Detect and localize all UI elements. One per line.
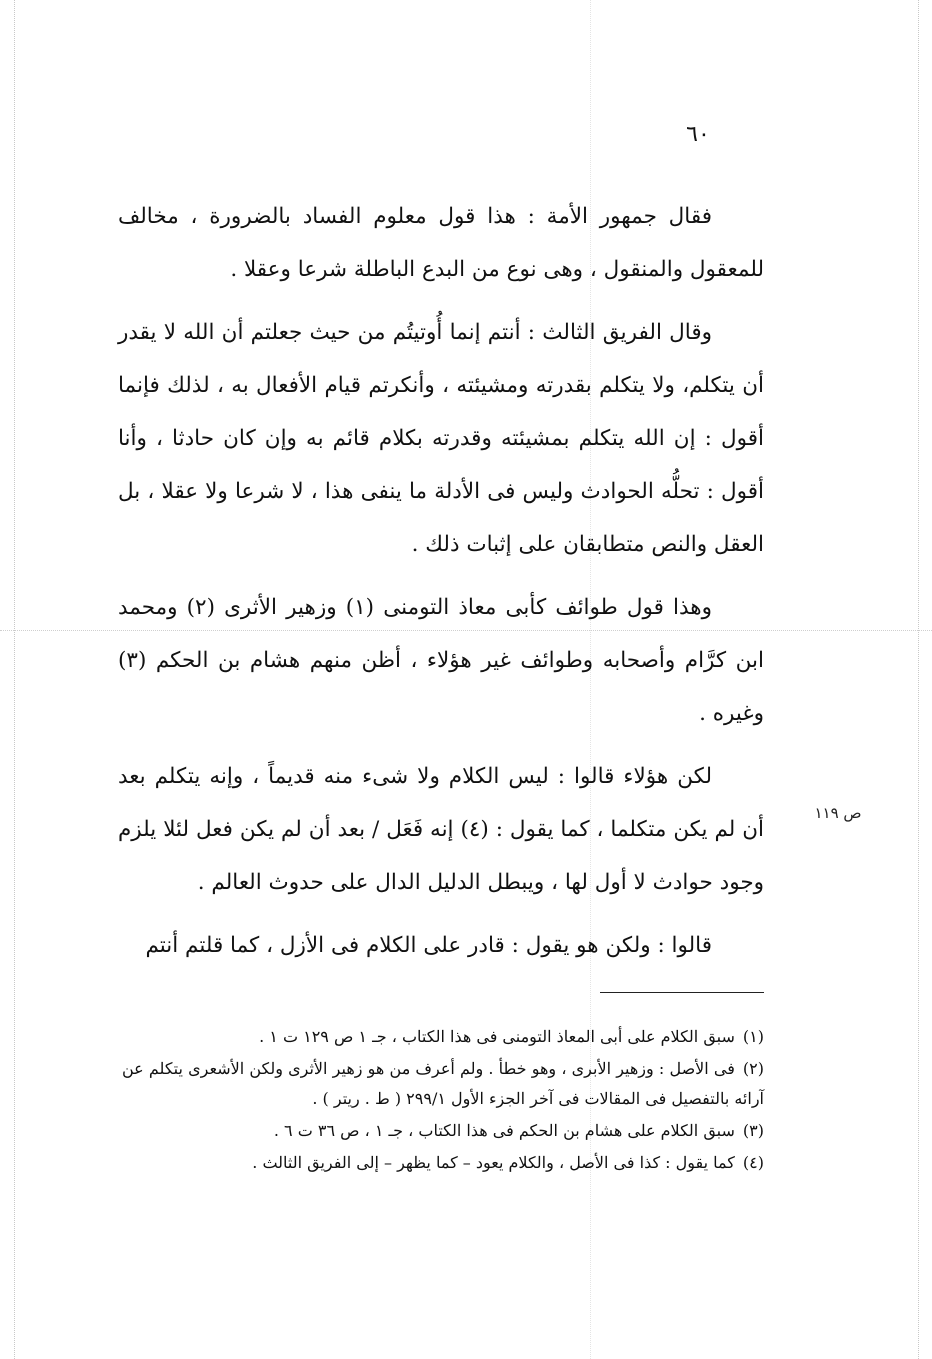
paragraph-4: لكن هؤلاء قالوا : ليس الكلام ولا شىء منه قديماً ، وإنه يتكلم بعد أن لم يكن متكلما ، كما يقول : (٤) إنه فَعَل / بعد أن لم يكن فعل لئلا يلزم وجود حوادث لا أول لها ، ويبطل الدليل الدال على حدوث العالم . bbox=[118, 764, 765, 895]
footnote-text: سبق الكلام على أبى المعاذ التومنى فى هذا الكتاب ، جـ ١ ص ١٢٩ ت ١ . bbox=[259, 1027, 735, 1046]
footnote-3 bbox=[122, 1116, 764, 1146]
footnote-1 bbox=[122, 1022, 764, 1052]
paragraph-1: فقال جمهور الأمة : هذا قول معلوم الفساد بالضرورة ، مخالف للمعقول والمنقول ، وهى نوع من البدع الباطلة شرعا وعقلا . bbox=[118, 204, 764, 282]
footnote-2 bbox=[122, 1054, 764, 1114]
footnote-text: كما يقول : كذا فى الأصل ، والكلام يعود – كما يظهر – إلى الفريق الثالث . bbox=[252, 1153, 735, 1172]
scan-guide-left bbox=[14, 0, 15, 1359]
margin-page-reference: ص ١١٩ bbox=[814, 804, 862, 822]
footnote-number: (١) bbox=[742, 1027, 764, 1046]
scan-guide-right bbox=[918, 0, 919, 1359]
page-number: ٦٠ bbox=[686, 122, 710, 147]
footnotes bbox=[122, 1022, 764, 1180]
footnote-text: فى الأصل : وزهير الأبرى ، وهو خطأ . ولم أعرف من هو زهير الأثرى ولكن الأشعرى يتكلم عن آرائه بالتفصيل فى المقالات فى آخر الجزء الأول ٢٩٩/١ ( ط . ريتر ) . bbox=[122, 1059, 764, 1108]
footnote-number: (٢) bbox=[742, 1059, 764, 1078]
footnote-number: (٤) bbox=[742, 1153, 764, 1172]
footnote-separator bbox=[600, 992, 764, 993]
footnote-number: (٣) bbox=[742, 1121, 764, 1140]
footnote-text: سبق الكلام على هشام بن الحكم فى هذا الكتاب ، جـ ١ ، ص ٣٦ ت ٦ . bbox=[273, 1121, 735, 1140]
footnote-4 bbox=[122, 1148, 764, 1178]
paragraph-5: قالوا : ولكن هو يقول : قادر على الكلام فى الأزل ، كما قلتم أنتم bbox=[145, 933, 712, 958]
paragraph-2: وقال الفريق الثالث : أنتم إنما أُوتيتُم من حيث جعلتم أن الله لا يقدر أن يتكلم، ولا يتكلم بقدرته ومشيئته ، وأنكرتم قيام الأفعال به ، لذلك فإنما أقول : إن الله يتكلم بمشيئته وقدرته بكلام قائم به وإن كان حادثا ، وأنا أقول : تحلُّه الحوادث وليس فى الأدلة ما ينفى هذا ، لا شرعا ولا عقلا ، بل العقل والنص متطابقان على إثبات ذلك . bbox=[118, 320, 764, 557]
paragraph-3: وهذا قول طوائف كأبى معاذ التومنى (١) وزهير الأثرى (٢) ومحمد ابن كرَّام وأصحابه وطوائف غير هؤلاء ، أظن منهم هشام بن الحكم (٣) وغيره . bbox=[118, 595, 764, 726]
main-text bbox=[118, 190, 764, 982]
